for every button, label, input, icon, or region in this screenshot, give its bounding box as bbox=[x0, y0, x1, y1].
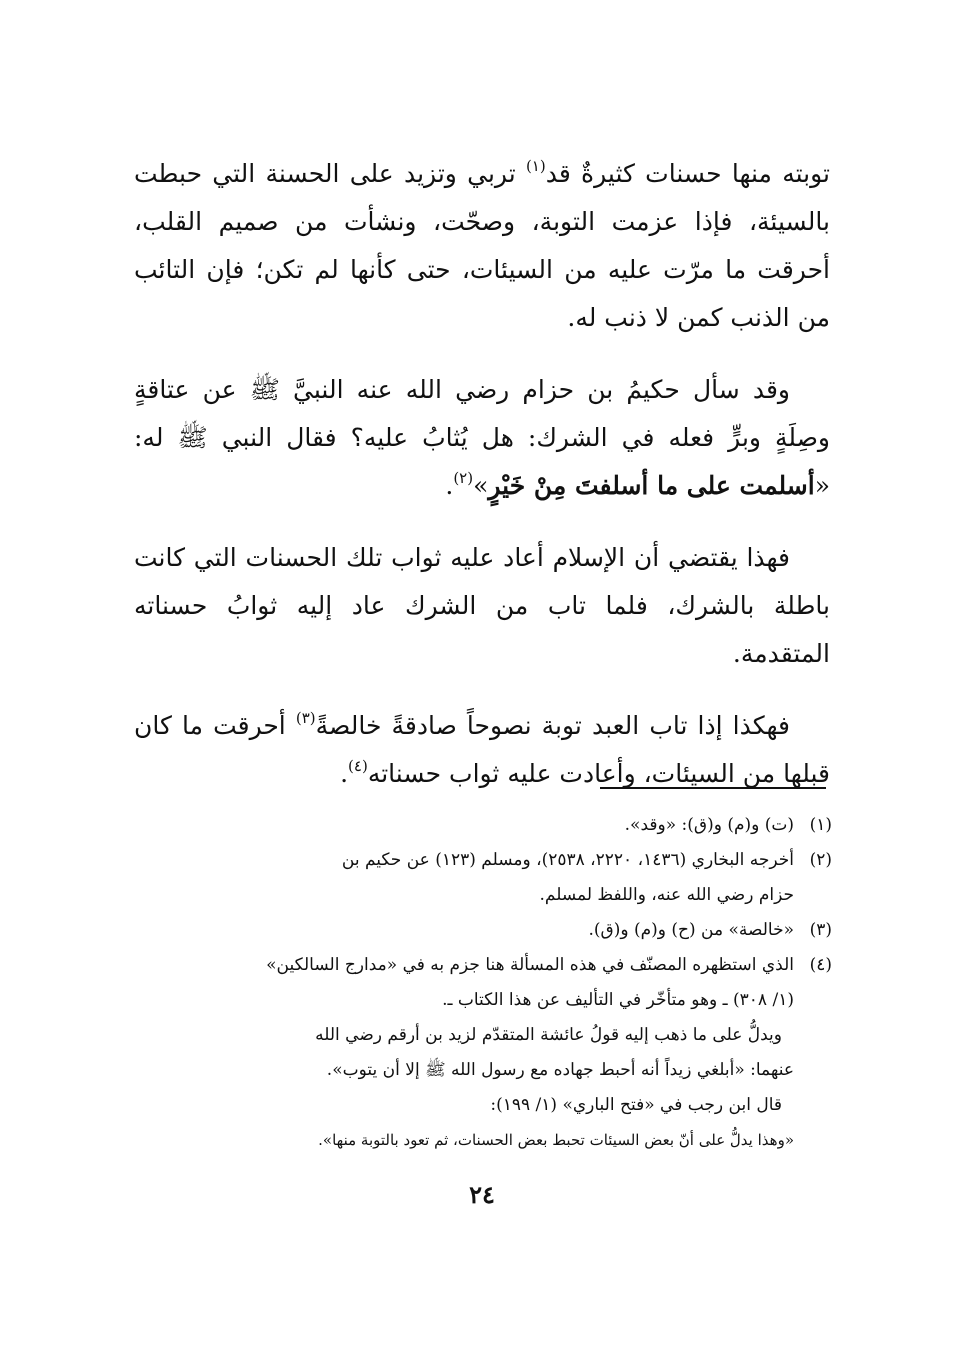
footnote-body bbox=[134, 808, 794, 843]
paragraph-2-text-a: وقد سأل حكيمُ بن حزام رضي الله عنه النبيَّ ﷺ عن عتاقةٍ وصِلَةٍ وبرٍّ فعله في الشرك: هل يُثابُ عليه؟ فقال النبي ﷺ له: « bbox=[134, 375, 830, 500]
footnote-line: عنهما: «أبلغي زيداً أنه أحبط جهاده مع رسول الله ﷺ إلا أن يتوب». bbox=[326, 1060, 794, 1080]
footnote-ref-3: (٣) bbox=[295, 709, 316, 727]
paragraph-1 bbox=[134, 150, 830, 342]
footnote-4 bbox=[134, 948, 832, 1158]
paragraph-4-text-a: فهكذا إذا تاب العبد توبة نصوحاً صادقةً خالصةً bbox=[315, 711, 790, 740]
footnote-quote-line: «وهذا يدلُّ على أنّ بعض السيئات تحبط بعض الحسنات، ثم تعود بالتوبة منها». bbox=[318, 1131, 794, 1149]
page-number: ٢٤ bbox=[469, 1180, 495, 1209]
footnote-number: (٤) bbox=[809, 955, 832, 975]
paragraph-4-text-b: أحرقت ما كان قبلها من السيئات، وأعادت عليه ثواب حسناته bbox=[134, 711, 830, 788]
footnote-body bbox=[134, 843, 794, 913]
footnote-line: «خالصة» من (ح) و(م) و(ق). bbox=[588, 920, 794, 940]
paragraph-4 bbox=[134, 702, 830, 798]
footnote-separator bbox=[600, 787, 826, 789]
footnote-line: الذي استظهره المصنّف في هذه المسألة هنا جزم به في «مدارج السالكين» bbox=[266, 955, 794, 975]
footnote-line: أخرجه البخاري (١٤٣٦، ٢٢٢٠، ٢٥٣٨)، ومسلم (١٢٣) عن حكيم بن bbox=[341, 850, 794, 870]
paragraph-2 bbox=[134, 366, 830, 510]
footnote-body bbox=[134, 948, 794, 1158]
paragraph-1-text-a: توبته منها حسنات كثيرةٌ قد bbox=[545, 159, 830, 188]
paragraph-4-text-c: . bbox=[340, 759, 349, 788]
footnote-ref-4: (٤) bbox=[348, 757, 368, 775]
footnote-line: قال ابن رجب في «فتح الباري» (١/ ١٩٩): bbox=[490, 1095, 782, 1115]
footnote-1 bbox=[134, 808, 832, 843]
footnote-number: (٣) bbox=[809, 920, 832, 940]
footnote-line: ويدلُّ على ما ذهب إليه قولُ عائشة المتقدّم لزيد بن أرقم رضي الله bbox=[315, 1025, 782, 1045]
main-text bbox=[134, 150, 830, 822]
footnote-line: (١/ ٣٠٨) ـ وهو متأخّر في التأليف عن هذا الكتاب ـ. bbox=[442, 990, 794, 1010]
footnote-ref-2: (٢) bbox=[453, 469, 474, 487]
footnote-number: (١) bbox=[809, 815, 832, 835]
footnote-body bbox=[134, 913, 794, 948]
footnote-ref-1: (١) bbox=[525, 157, 546, 175]
paragraph-1-text-b: تربي وتزيد على الحسنة التي حبطت بالسيئة، فإذا عزمت التوبة، وصحّت، ونشأت من صميم القلب، أحرقت ما مرّت عليه من السيئات، حتى كأنها لم تكن؛ فإن التائب من الذنب كمن لا ذنب له. bbox=[134, 159, 830, 332]
paragraph-2-text-b: » bbox=[473, 471, 489, 500]
hadith-quote: أسلمت على ما أسلفتَ مِنْ خَيْرٍ bbox=[488, 471, 815, 500]
footnote-number: (٢) bbox=[809, 850, 832, 870]
footnote-2 bbox=[134, 843, 832, 913]
footnote-line: حزام رضي الله عنه، واللفظ لمسلم. bbox=[539, 885, 794, 905]
footnote-3 bbox=[134, 913, 832, 948]
footnotes bbox=[134, 808, 832, 1158]
paragraph-2-text-c: . bbox=[445, 471, 454, 500]
paragraph-3: فهذا يقتضي أن الإسلام أعاد عليه ثواب تلك الحسنات التي كانت باطلة بالشرك، فلما تاب من الشرك عاد إليه ثوابُ حسناته المتقدمة. bbox=[134, 543, 830, 668]
footnote-line: (ت) و(م) و(ق): «وقد». bbox=[624, 815, 794, 835]
